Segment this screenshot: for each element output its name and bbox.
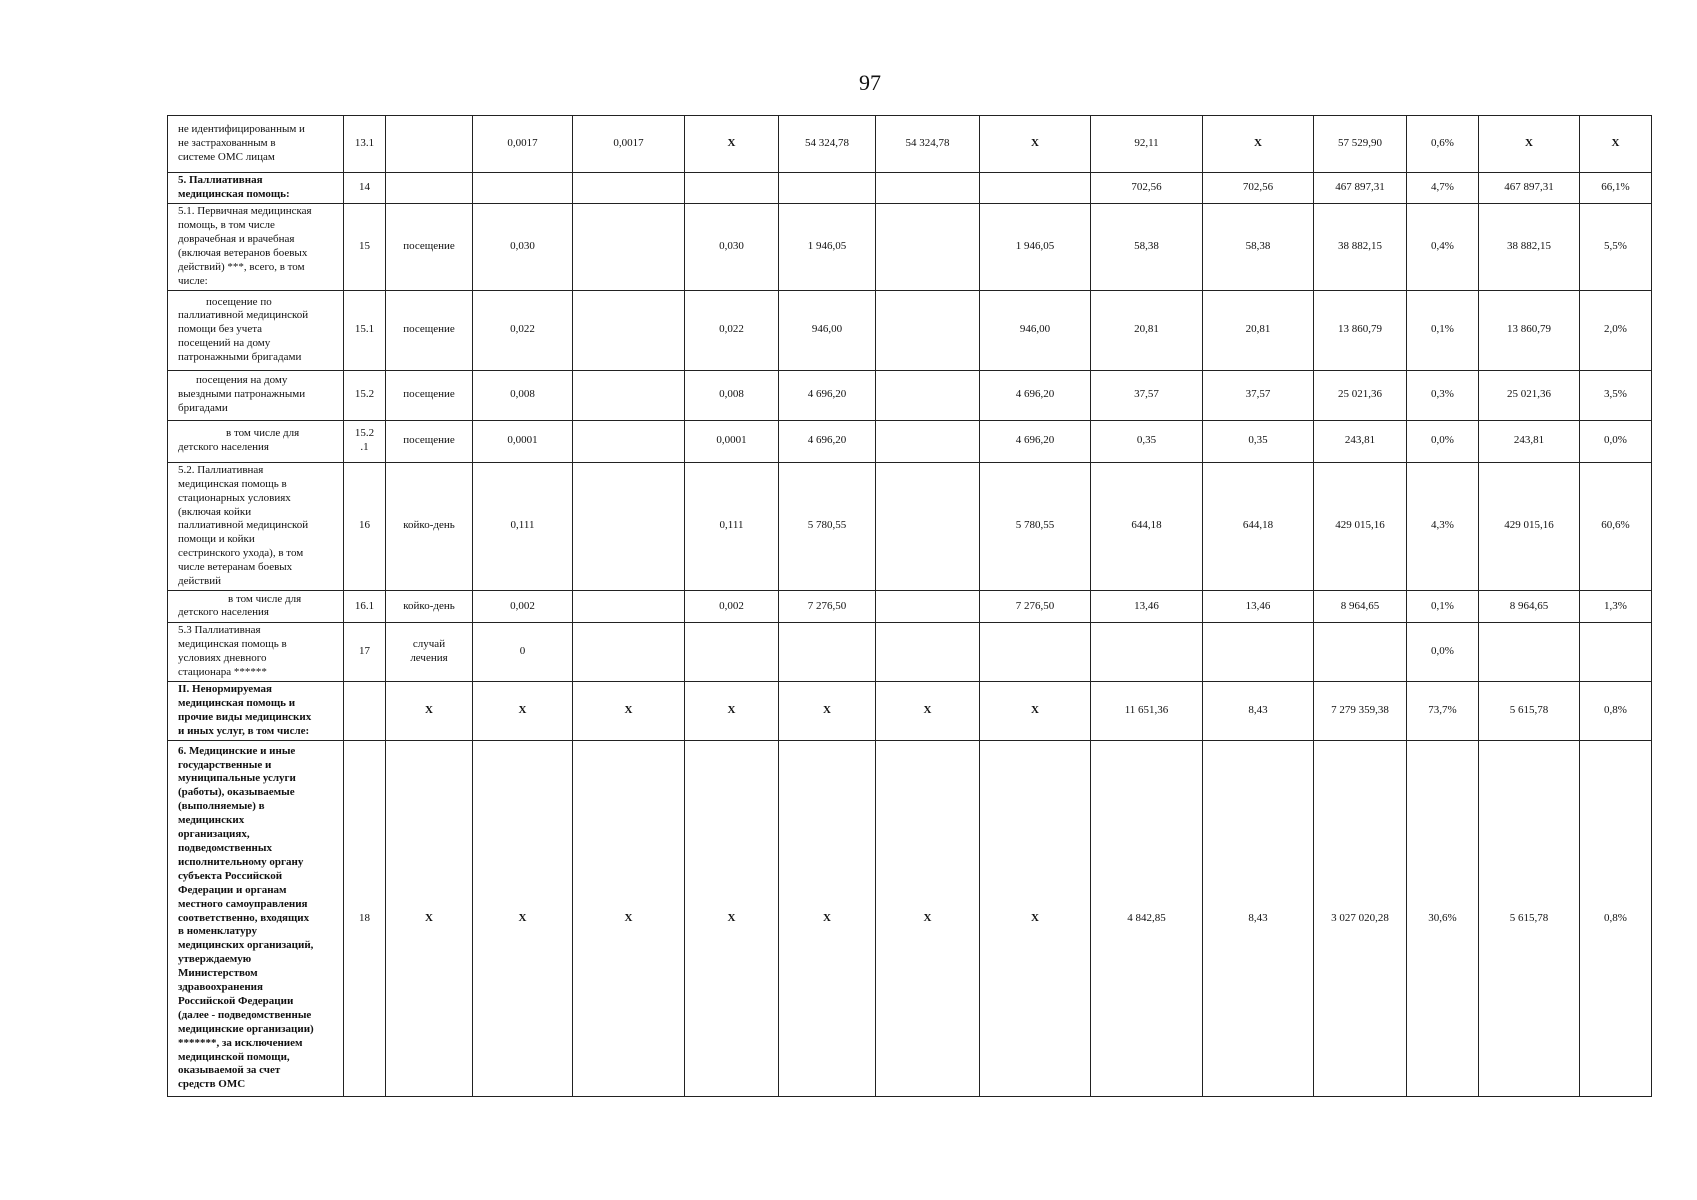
- share-oms-cell: 0,8%: [1580, 681, 1652, 740]
- share-oms-cell: 60,6%: [1580, 462, 1652, 590]
- row-name: [168, 116, 344, 173]
- volume-norm-cell: 0,0017: [473, 116, 573, 173]
- row-name-line: не застрахованным в: [178, 137, 276, 150]
- cost-norm-budget-cell: 4 696,20: [980, 370, 1091, 420]
- row-name-line: помощи и койки: [178, 533, 255, 546]
- row-name: [168, 590, 344, 622]
- cost-norm-oms-cell: [876, 370, 980, 420]
- row-name-line: субъекта Российской: [178, 869, 283, 882]
- row-name-line: Министерством: [178, 967, 258, 980]
- volume-norm-budget-cell: [685, 173, 779, 204]
- amount-total-cell: 57 529,90: [1314, 116, 1407, 173]
- cost-norm-budget-cell: Х: [980, 740, 1091, 1096]
- amount-oms-cell: 429 015,16: [1479, 462, 1580, 590]
- share-oms-cell: 3,5%: [1580, 370, 1652, 420]
- cost-norm-oms-cell: Х: [876, 681, 980, 740]
- row-name-line: стационара ******: [178, 665, 267, 678]
- row-name-line: числе:: [178, 274, 208, 287]
- table-row: [168, 116, 1652, 173]
- volume-norm-budget-cell: [685, 622, 779, 681]
- volume-norm-oms-cell: Х: [573, 740, 685, 1096]
- volume-norm-cell: 0,008: [473, 370, 573, 420]
- amount-total-cell: [1314, 622, 1407, 681]
- share-total-cell: 0,3%: [1407, 370, 1479, 420]
- per-capita-oms-cell: Х: [1203, 116, 1314, 173]
- volume-norm-cell: 0,030: [473, 203, 573, 290]
- row-name-line: Федерации и органам: [178, 883, 287, 896]
- row-name-line: медицинской помощи,: [178, 1050, 290, 1063]
- volume-norm-oms-cell: Х: [573, 681, 685, 740]
- cost-norm-oms-cell: Х: [876, 740, 980, 1096]
- row-name-line: оказываемой за счет: [178, 1064, 281, 1077]
- per-capita-total-cell: 58,38: [1091, 203, 1203, 290]
- share-oms-cell: 66,1%: [1580, 173, 1652, 204]
- share-oms-cell: 2,0%: [1580, 290, 1652, 370]
- row-name-line: (включая ветеранов боевых: [178, 246, 308, 259]
- row-name: [168, 203, 344, 290]
- cost-norm-cell: Х: [779, 681, 876, 740]
- row-code-cell: 16.1: [344, 590, 386, 622]
- volume-norm-cell: 0,0001: [473, 420, 573, 462]
- per-capita-oms-cell: 0,35: [1203, 420, 1314, 462]
- amount-oms-cell: 13 860,79: [1479, 290, 1580, 370]
- amount-oms-cell: Х: [1479, 116, 1580, 173]
- unit-cell: койко-день: [386, 462, 473, 590]
- row-name-line: 5.2. Паллиативная: [178, 463, 264, 476]
- cost-norm-oms-cell: [876, 590, 980, 622]
- share-oms-cell: 5,5%: [1580, 203, 1652, 290]
- row-name-line: паллиативной медицинской: [178, 309, 309, 322]
- cost-norm-cell: [779, 173, 876, 204]
- share-oms-cell: 0,0%: [1580, 420, 1652, 462]
- cost-norm-cell: [779, 622, 876, 681]
- per-capita-total-cell: 37,57: [1091, 370, 1203, 420]
- table-row: [168, 681, 1652, 740]
- row-code-cell: 16: [344, 462, 386, 590]
- row-name-line: помощи без учета: [178, 323, 263, 336]
- row-name-line: посещение по: [206, 295, 272, 308]
- row-name-line: и иных услуг, в том числе:: [178, 724, 310, 737]
- per-capita-oms-cell: 13,46: [1203, 590, 1314, 622]
- volume-norm-cell: 0: [473, 622, 573, 681]
- per-capita-total-cell: 92,11: [1091, 116, 1203, 173]
- table-row: [168, 420, 1652, 462]
- row-name-line: исполнительному органу: [178, 855, 304, 868]
- row-name-line: здравоохранения: [178, 981, 263, 994]
- volume-norm-cell: 0,022: [473, 290, 573, 370]
- row-name-line: 6. Медицинские и иные: [178, 744, 296, 757]
- row-name: [168, 622, 344, 681]
- volume-norm-budget-cell: 0,008: [685, 370, 779, 420]
- row-code-cell: [344, 681, 386, 740]
- row-name-line: стационарных условиях: [178, 491, 291, 504]
- unit-cell: Х: [386, 681, 473, 740]
- volume-norm-oms-cell: 0,0017: [573, 116, 685, 173]
- row-name: [168, 681, 344, 740]
- share-total-cell: 0,0%: [1407, 622, 1479, 681]
- row-name-line: числе ветеранам боевых: [178, 561, 293, 574]
- per-capita-total-cell: 644,18: [1091, 462, 1203, 590]
- unit-cell: посещение: [386, 203, 473, 290]
- cost-norm-cell: 1 946,05: [779, 203, 876, 290]
- row-name-line: действий: [178, 575, 222, 588]
- table-row: [168, 173, 1652, 204]
- row-name-line: медицинские организации): [178, 1022, 314, 1035]
- amount-oms-cell: 243,81: [1479, 420, 1580, 462]
- row-name-line: детского населения: [178, 606, 269, 619]
- amount-total-cell: 3 027 020,28: [1314, 740, 1407, 1096]
- row-name-line: не идентифицированным и: [178, 123, 305, 136]
- volume-norm-cell: 0,002: [473, 590, 573, 622]
- row-name-line: посещения на дому: [196, 374, 288, 387]
- table-row: [168, 462, 1652, 590]
- cost-norm-budget-cell: Х: [980, 116, 1091, 173]
- row-name-line: посещений на дому: [178, 337, 271, 350]
- cost-norm-cell: 5 780,55: [779, 462, 876, 590]
- row-name-line: паллиативной медицинской: [178, 519, 309, 532]
- row-name-line: подведомственных: [178, 841, 272, 854]
- volume-norm-budget-cell: Х: [685, 116, 779, 173]
- row-code-cell: 15.2: [344, 370, 386, 420]
- volume-norm-cell: Х: [473, 681, 573, 740]
- per-capita-oms-cell: 8,43: [1203, 681, 1314, 740]
- table-row: [168, 622, 1652, 681]
- per-capita-oms-cell: 20,81: [1203, 290, 1314, 370]
- row-code-cell: 15: [344, 203, 386, 290]
- cost-norm-oms-cell: [876, 462, 980, 590]
- unit-cell: посещение: [386, 420, 473, 462]
- per-capita-total-cell: 4 842,85: [1091, 740, 1203, 1096]
- row-name-line: Российской Федерации: [178, 994, 294, 1007]
- row-name-line: (работы), оказываемые: [178, 786, 295, 799]
- row-name-line: утверждаемую: [178, 953, 252, 966]
- amount-total-cell: 8 964,65: [1314, 590, 1407, 622]
- per-capita-oms-cell: [1203, 622, 1314, 681]
- cost-norm-oms-cell: 54 324,78: [876, 116, 980, 173]
- volume-norm-oms-cell: [573, 420, 685, 462]
- share-oms-cell: 1,3%: [1580, 590, 1652, 622]
- volume-norm-cell: 0,111: [473, 462, 573, 590]
- row-name-line: 5.3 Паллиативная: [178, 624, 261, 637]
- share-total-cell: 73,7%: [1407, 681, 1479, 740]
- row-name-line: II. Ненормируемая: [178, 683, 273, 696]
- row-name-line: сестринского ухода), в том: [178, 547, 304, 560]
- cost-norm-oms-cell: [876, 173, 980, 204]
- per-capita-total-cell: 20,81: [1091, 290, 1203, 370]
- amount-total-cell: 13 860,79: [1314, 290, 1407, 370]
- row-name-line: медицинская помощь в: [178, 477, 287, 490]
- volume-norm-oms-cell: [573, 203, 685, 290]
- share-total-cell: 0,1%: [1407, 290, 1479, 370]
- row-name-line: *******, за исключением: [178, 1036, 303, 1049]
- volume-norm-budget-cell: 0,0001: [685, 420, 779, 462]
- data-table: [167, 115, 1652, 1097]
- amount-total-cell: 243,81: [1314, 420, 1407, 462]
- unit-cell: случай лечения: [386, 622, 473, 681]
- share-oms-cell: Х: [1580, 116, 1652, 173]
- row-name: [168, 740, 344, 1096]
- cost-norm-cell: 4 696,20: [779, 370, 876, 420]
- cost-norm-cell: 4 696,20: [779, 420, 876, 462]
- row-name-line: (далее - подведомственные: [178, 1008, 312, 1021]
- row-name-line: выездными патронажными: [178, 388, 306, 401]
- cost-norm-cell: 946,00: [779, 290, 876, 370]
- row-name-line: медицинских организаций,: [178, 939, 314, 952]
- amount-total-cell: 38 882,15: [1314, 203, 1407, 290]
- share-total-cell: 0,1%: [1407, 590, 1479, 622]
- table-row: [168, 370, 1652, 420]
- row-name-line: средств ОМС: [178, 1078, 246, 1091]
- per-capita-total-cell: 0,35: [1091, 420, 1203, 462]
- row-name-line: медицинская помощь и: [178, 697, 296, 710]
- unit-cell: койко-день: [386, 590, 473, 622]
- per-capita-oms-cell: 37,57: [1203, 370, 1314, 420]
- amount-oms-cell: 467 897,31: [1479, 173, 1580, 204]
- cost-norm-budget-cell: 4 696,20: [980, 420, 1091, 462]
- row-name: [168, 173, 344, 204]
- cost-norm-budget-cell: 946,00: [980, 290, 1091, 370]
- per-capita-total-cell: 11 651,36: [1091, 681, 1203, 740]
- cost-norm-cell: 7 276,50: [779, 590, 876, 622]
- cost-norm-cell: Х: [779, 740, 876, 1096]
- row-code-cell: 15.1: [344, 290, 386, 370]
- row-name-line: организациях,: [178, 828, 250, 841]
- amount-total-cell: 467 897,31: [1314, 173, 1407, 204]
- volume-norm-oms-cell: [573, 290, 685, 370]
- cost-norm-budget-cell: Х: [980, 681, 1091, 740]
- row-code-cell: 17: [344, 622, 386, 681]
- row-name-line: медицинская помощь в: [178, 638, 287, 651]
- share-total-cell: 4,3%: [1407, 462, 1479, 590]
- unit-cell: Х: [386, 740, 473, 1096]
- share-total-cell: 30,6%: [1407, 740, 1479, 1096]
- share-total-cell: 0,6%: [1407, 116, 1479, 173]
- row-name: [168, 370, 344, 420]
- row-name-line: условиях дневного: [178, 651, 267, 664]
- amount-total-cell: 7 279 359,38: [1314, 681, 1407, 740]
- volume-norm-budget-cell: 0,030: [685, 203, 779, 290]
- amount-oms-cell: 38 882,15: [1479, 203, 1580, 290]
- row-name-line: системе ОМС лицам: [178, 150, 275, 163]
- share-total-cell: 0,4%: [1407, 203, 1479, 290]
- row-name-line: 5. Паллиативная: [178, 174, 263, 186]
- cost-norm-oms-cell: [876, 290, 980, 370]
- row-code-cell: 15.2 .1: [344, 420, 386, 462]
- amount-oms-cell: 8 964,65: [1479, 590, 1580, 622]
- row-name-line: (выполняемые) в: [178, 800, 265, 813]
- amount-oms-cell: [1479, 622, 1580, 681]
- cost-norm-oms-cell: [876, 203, 980, 290]
- volume-norm-budget-cell: Х: [685, 740, 779, 1096]
- amount-total-cell: 25 021,36: [1314, 370, 1407, 420]
- row-name-line: муниципальные услуги: [178, 772, 296, 785]
- per-capita-oms-cell: 8,43: [1203, 740, 1314, 1096]
- cost-norm-cell: 54 324,78: [779, 116, 876, 173]
- table-row: [168, 590, 1652, 622]
- row-name-line: бригадами: [178, 402, 228, 415]
- row-code-cell: 14: [344, 173, 386, 204]
- share-oms-cell: 0,8%: [1580, 740, 1652, 1096]
- table-row: [168, 203, 1652, 290]
- per-capita-total-cell: 702,56: [1091, 173, 1203, 204]
- table-body: [168, 116, 1652, 1097]
- row-name: [168, 290, 344, 370]
- table-row: [168, 740, 1652, 1096]
- row-name: [168, 462, 344, 590]
- volume-norm-oms-cell: [573, 370, 685, 420]
- row-name-line: доврачебная и врачебная: [178, 232, 295, 245]
- cost-norm-oms-cell: [876, 420, 980, 462]
- unit-cell: [386, 116, 473, 173]
- volume-norm-cell: [473, 173, 573, 204]
- row-name-line: соответственно, входящих: [178, 911, 310, 924]
- row-name-line: помощь, в том числе: [178, 219, 275, 231]
- row-name-line: патронажными бригадами: [178, 351, 302, 364]
- volume-norm-cell: Х: [473, 740, 573, 1096]
- share-total-cell: 0,0%: [1407, 420, 1479, 462]
- amount-oms-cell: 25 021,36: [1479, 370, 1580, 420]
- cost-norm-budget-cell: [980, 622, 1091, 681]
- volume-norm-oms-cell: [573, 622, 685, 681]
- cost-norm-budget-cell: [980, 173, 1091, 204]
- volume-norm-oms-cell: [573, 173, 685, 204]
- volume-norm-oms-cell: [573, 462, 685, 590]
- share-total-cell: 4,7%: [1407, 173, 1479, 204]
- row-name-line: прочие виды медицинских: [178, 710, 312, 723]
- row-name-line: (включая койки: [178, 505, 252, 518]
- amount-total-cell: 429 015,16: [1314, 462, 1407, 590]
- per-capita-oms-cell: 644,18: [1203, 462, 1314, 590]
- per-capita-oms-cell: 58,38: [1203, 203, 1314, 290]
- cost-norm-budget-cell: 1 946,05: [980, 203, 1091, 290]
- row-name-line: государственные и: [178, 758, 272, 771]
- volume-norm-oms-cell: [573, 590, 685, 622]
- page-number: 97: [859, 70, 881, 95]
- row-name-line: медицинская помощь:: [178, 187, 290, 200]
- row-name-line: местного самоуправления: [178, 897, 308, 910]
- unit-cell: посещение: [386, 290, 473, 370]
- share-oms-cell: [1580, 622, 1652, 681]
- row-name-line: медицинских: [178, 814, 245, 827]
- unit-cell: [386, 173, 473, 204]
- unit-cell: посещение: [386, 370, 473, 420]
- row-code-cell: 18: [344, 740, 386, 1096]
- table-row: [168, 290, 1652, 370]
- per-capita-total-cell: [1091, 622, 1203, 681]
- row-code-cell: 13.1: [344, 116, 386, 173]
- amount-oms-cell: 5 615,78: [1479, 740, 1580, 1096]
- row-name-line: в том числе для: [228, 592, 302, 605]
- cost-norm-budget-cell: 7 276,50: [980, 590, 1091, 622]
- volume-norm-budget-cell: 0,022: [685, 290, 779, 370]
- volume-norm-budget-cell: Х: [685, 681, 779, 740]
- row-name: [168, 420, 344, 462]
- row-name-line: детского населения: [178, 441, 269, 454]
- row-name-line: в номенклатуру: [178, 925, 257, 938]
- row-name-line: 5.1. Первичная медицинская: [178, 205, 312, 218]
- volume-norm-budget-cell: 0,111: [685, 462, 779, 590]
- per-capita-oms-cell: 702,56: [1203, 173, 1314, 204]
- cost-norm-budget-cell: 5 780,55: [980, 462, 1091, 590]
- row-name-line: в том числе для: [226, 427, 300, 440]
- amount-oms-cell: 5 615,78: [1479, 681, 1580, 740]
- cost-norm-oms-cell: [876, 622, 980, 681]
- row-name-line: действий) ***, всего, в том: [178, 260, 305, 273]
- volume-norm-budget-cell: 0,002: [685, 590, 779, 622]
- per-capita-total-cell: 13,46: [1091, 590, 1203, 622]
